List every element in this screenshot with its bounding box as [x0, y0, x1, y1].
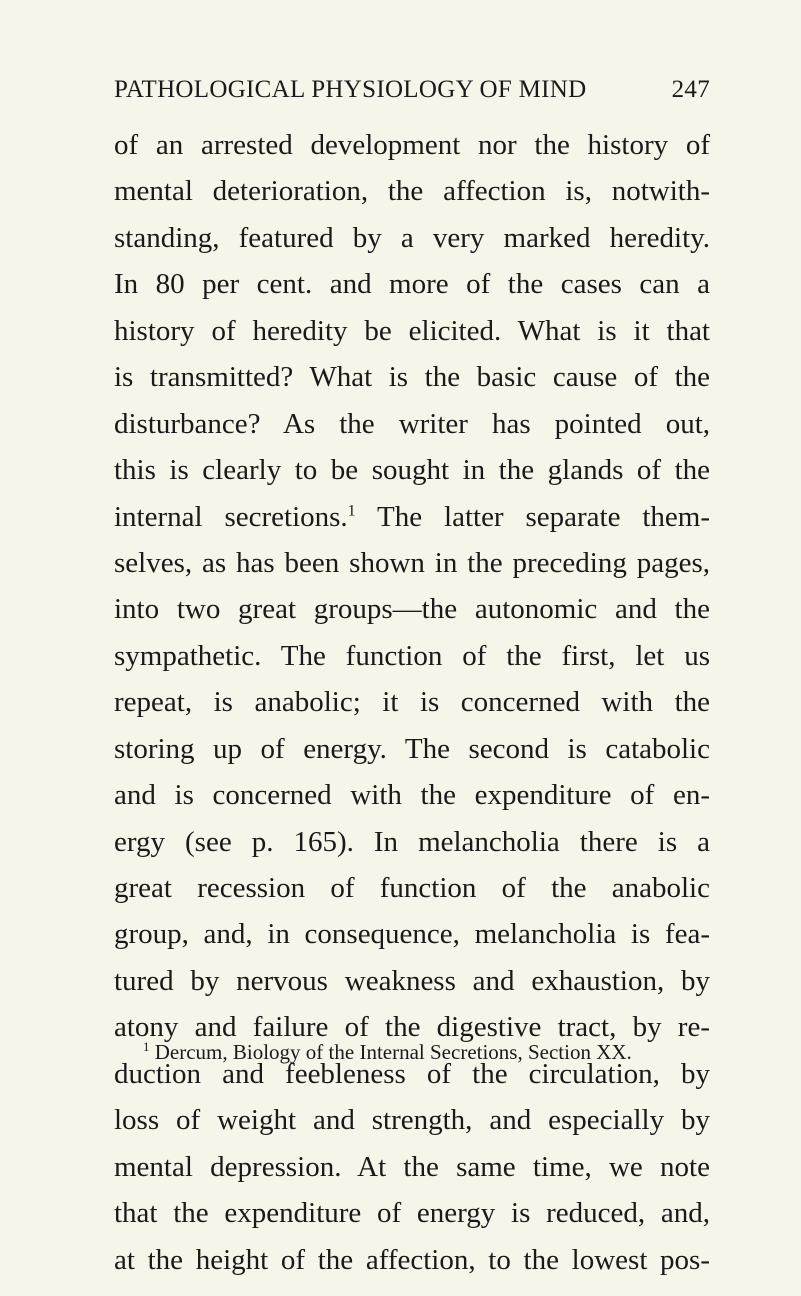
text-line: group, and, in consequence, melancholia is fea-: [114, 918, 710, 951]
text-line-tail: The latter separate them-: [377, 500, 710, 533]
text-line: at the height of the affection, to the lowest pos-: [114, 1243, 710, 1276]
text-line: of an arrested development nor the history of: [114, 129, 710, 161]
text-line: repeat, is anabolic; it is concerned with the: [114, 686, 710, 719]
body-paragraph: [114, 122, 710, 1283]
text-line: In 80 per cent. and more of the cases can a: [114, 268, 710, 301]
text-line: into two great groups—the autonomic and the: [114, 593, 710, 626]
text-line: that the expenditure of energy is reduced, and,: [114, 1197, 710, 1230]
text-line: standing, featured by a very marked heredity.: [114, 221, 710, 254]
text-line: atony and failure of the digestive tract, by re-: [114, 1011, 710, 1044]
text-line: disturbance? As the writer has pointed out,: [114, 407, 710, 440]
footnote: [143, 1040, 632, 1065]
text-line: [114, 494, 710, 540]
text-line: tured by nervous weakness and exhaustion, by: [114, 964, 710, 997]
text-line: storing up of energy. The second is catabolic: [114, 732, 710, 765]
text-line: is transmitted? What is the basic cause of the: [114, 361, 710, 394]
footnote-text: Dercum, Biology of the Internal Secretions, Section XX.: [154, 1040, 632, 1064]
running-head-title: PATHOLOGICAL PHYSIOLOGY OF MIND: [114, 76, 587, 103]
text-line: duction and feebleness of the circulation, by: [114, 1057, 710, 1090]
text-line: ergy (see p. 165). In melancholia there is a: [114, 825, 710, 858]
footnote-marker: 1: [143, 1039, 150, 1054]
text-line: great recession of function of the anabolic: [114, 872, 710, 904]
footnote-reference: 1: [347, 501, 356, 519]
text-line: loss of weight and strength, and especially by: [114, 1104, 710, 1137]
text-line: selves, as has been shown in the preceding pages,: [114, 546, 710, 579]
text-line: and is concerned with the expenditure of en-: [114, 779, 710, 812]
page-number: 247: [671, 76, 710, 103]
text-line: mental depression. At the same time, we note: [114, 1150, 710, 1183]
text-line: this is clearly to be sought in the glands of the: [114, 454, 710, 487]
text-line: history of heredity be elicited. What is it that: [114, 314, 710, 347]
text-line: mental deterioration, the affection is, notwith-: [114, 175, 710, 208]
text-line: sympathetic. The function of the first, let us: [114, 639, 710, 672]
text-line-head: internal secretions.: [114, 500, 348, 533]
